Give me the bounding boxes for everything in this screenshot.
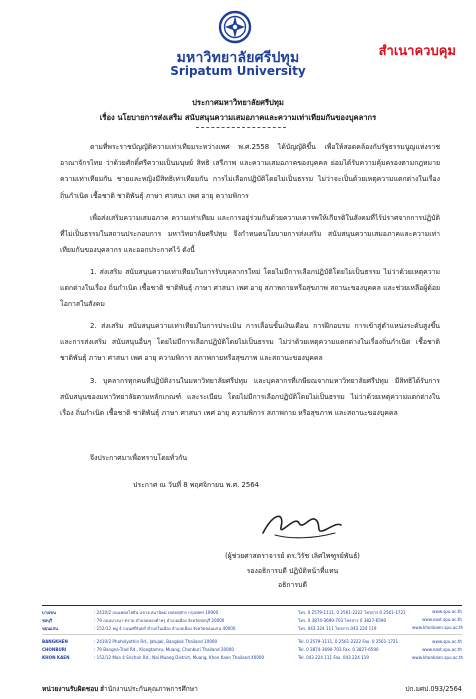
- policy-item-3: 3. บุคลากรทุกคนที่ปฏิบัติงานในมหาวิทยาลัยศรีปทุม และบุคลากรที่เกษียณจากมหาวิทยาลัยศรีปทุม มีสิทธิได้รับการสนับสนุนของมหาวิทยาลัยตามหลักเกณฑ์ และระเบียบ โดยไม่มีการเลือกปฏิบัติโดยไม่เป็นธรรม ไม่ว่าด้วยเหตุความแตกต่างในเรื่อง ถิ่นกำเนิด เชื้อชาติ ชาติพันธุ์ ภาษา ศาสนา เพศ อายุ ความพิการ สภาพกาย หรือสุขภาพ และสถานะของบุคคล: [60, 377, 440, 418]
- university-emblem-icon: [218, 10, 252, 44]
- university-name-thai: มหาวิทยาลัยศรีปทุม: [176, 50, 300, 66]
- announcement-date: ประกาศ ณ วันที่ 8 พฤศจิกายน พ.ศ. 2564: [133, 481, 259, 489]
- responsible-unit-value: สำนักงานประกันคุณภาพการศึกษา: [100, 685, 198, 693]
- university-name-english: Sripatum University: [170, 64, 306, 78]
- document-number: ปก.มศป.093/2564: [405, 685, 462, 693]
- footer-address-row: ขอนแก่น : 152/12 หมู่ 4 ถนนศรีจันทร์ ตำบลในเมือง อำเภอเมือง จังหวัดขอนแก่น 40000 โทร. 043 224 111 โทรสาร 043 224 119 www.khonkaen.spu.ac.th: [42, 625, 464, 631]
- signer-position: รองอธิการบดี ปฏิบัติหน้าที่แทน: [246, 567, 339, 575]
- signer-title: อธิการบดี: [278, 581, 307, 589]
- announcement-title: ประกาศมหาวิทยาลัยศรีปทุม: [192, 98, 284, 107]
- paragraph-purpose: เพื่อส่งเสริมความเสมอภาค ความเท่าเทียม และการอยู่ร่วมกันด้วยความเคารพให้เกียรติในสังคมที่ไร้ปราศจากการปฏิบัติที่ไม่เป็นธรรมในสถานประกอบการ มหาวิทยาลัยศรีปทุม จึงกำหนดนโยบายการส่งเสริม สนับสนุนความเสมอภาคและความเท่าเทียมกันของบุคลากร และออกประกาศไว้ ดังนี้: [60, 214, 440, 255]
- paragraph-intro: ตามที่พระราชบัญญัติความเท่าเทียมระหว่างเพศ พ.ศ.2558 ได้บัญญัติขึ้น เพื่อให้สอดคล้องกับรัฐธรรมนูญแห่งราชอาณาจักรไทย ว่าด้วยศักดิ์ศรีความเป็นมนุษย์ สิทธิ เสรีภาพ และความเสมอภาคของบุคคล ย่อมได้รับความคุ้มครองตามกฎหมายความเท่าเทียมกัน ชายและหญิงมีสิทธิเท่าเทียมกัน การไม่เลือกปฏิบัติโดยไม่เป็นธรรม ไม่ว่าจะเป็นด้วยเหตุความแตกต่างในเรื่องถิ่นกำเนิด เชื้อชาติ ชาติพันธุ์ ภาษา ศาสนา เพศ อายุ ความพิการ: [60, 143, 440, 200]
- handwritten-signature: [255, 505, 345, 545]
- policy-item-2: 2. ส่งเสริม สนับสนุนความเท่าเทียมในการประเมิน การเลื่อนขั้นเงินเดือน การฝึกอบรม การเข้าสู่ตำแหน่งระดับสูงขึ้น และการส่งเสริม สนับสนุนอื่นๆ โดยไม่มีการเลือกปฏิบัติโดยไม่เป็นธรรม ไม่ว่าด้วยเหตุความแตกต่างในเรื่องถิ่นกำเนิด เชื้อชาติ ชาติพันธุ์ ภาษา ศาสนา เพศ อายุ ความพิการ สภาพกายหรือสุขภาพ และสถานะของบุคคล: [60, 322, 440, 363]
- footer-address-row: KHON KAEN : 152/12 Moo 4 Srichan Rd., Nai Muang District, Muang, Khon Kaen Thailand 40000 Tel. 043 224 111 Fax. 043 224 119 www.khonkaen.spu.ac.th: [42, 655, 464, 660]
- signer-name: (ผู้ช่วยศาสตราจารย์ ดร.วิรัช เลิศไพฑูรย์พันธ์): [224, 552, 360, 560]
- responsible-unit-label: หน่วยงานรับผิดชอบ :: [42, 685, 104, 693]
- title-divider: [196, 127, 286, 128]
- announcement-closing: จึงประกาศมาเพื่อทราบโดยทั่วกัน: [90, 454, 188, 462]
- controlled-copy-stamp: สำเนาควบคุม: [378, 44, 456, 59]
- footer-mid-rule: [42, 634, 462, 635]
- announcement-subject: เรื่อง นโยบายการส่งเสริม สนับสนุนความเสมอภาคและความเท่าเทียมกันของบุคลากร: [99, 113, 377, 122]
- footer-address-row: CHONBURI : 79 Bangna-Trad Rd., Klongtamru, Muang, Chonburi Thailand 20000 Tel. 0 3874-3690-703 Fax. 0 3827-6590 www.east.spu.ac.th: [42, 647, 462, 652]
- footer-address-row: บางเขน : 2410/2 ถนนพหลโยธิน แขวงเสนานิคม เขตจตุจักร กรุงเทพฯ 10900 โทร. 0 2579-1111, 0 2561-2222 โทรสาร 0 2561-1721 www.spu.ac.th: [42, 609, 462, 615]
- footer-address-row: BANGKHEN : 2410/2 Phaholyothin Rd., Jatujak, Bangkok Thailand 10900 Tel. 0 2579-1111, 0 2561-2222 Fax. 0 2561-1721 www.spu.ac.th: [42, 639, 462, 644]
- footer-top-rule: [42, 605, 462, 606]
- footer-address-row: ชลบุรี : 79 ถนนบางนา-ตราด ตำบลคลองตำหรุ อำเภอเมือง จังหวัดชลบุรี 20000 โทร. 0 3874-3690-703 โทรสาร 0 3827-6590 www.east.spu.ac.th: [42, 617, 462, 623]
- policy-item-1: 1. ส่งเสริม สนับสนุนความเท่าเทียมในการรับบุคลากรใหม่ โดยไม่มีการเลือกปฏิบัติโดยไม่เป็นธรรม ไม่ว่าด้วยเหตุความแตกต่างในเรื่อง ถิ่นกำเนิด เชื้อชาติ ชาติพันธุ์ ภาษา ศาสนา เพศ อายุ สภาพกายหรือสุขภาพ สถานะของบุคคล และช่วยเหลือผู้ด้อยโอกาสในสังคม: [60, 268, 440, 309]
